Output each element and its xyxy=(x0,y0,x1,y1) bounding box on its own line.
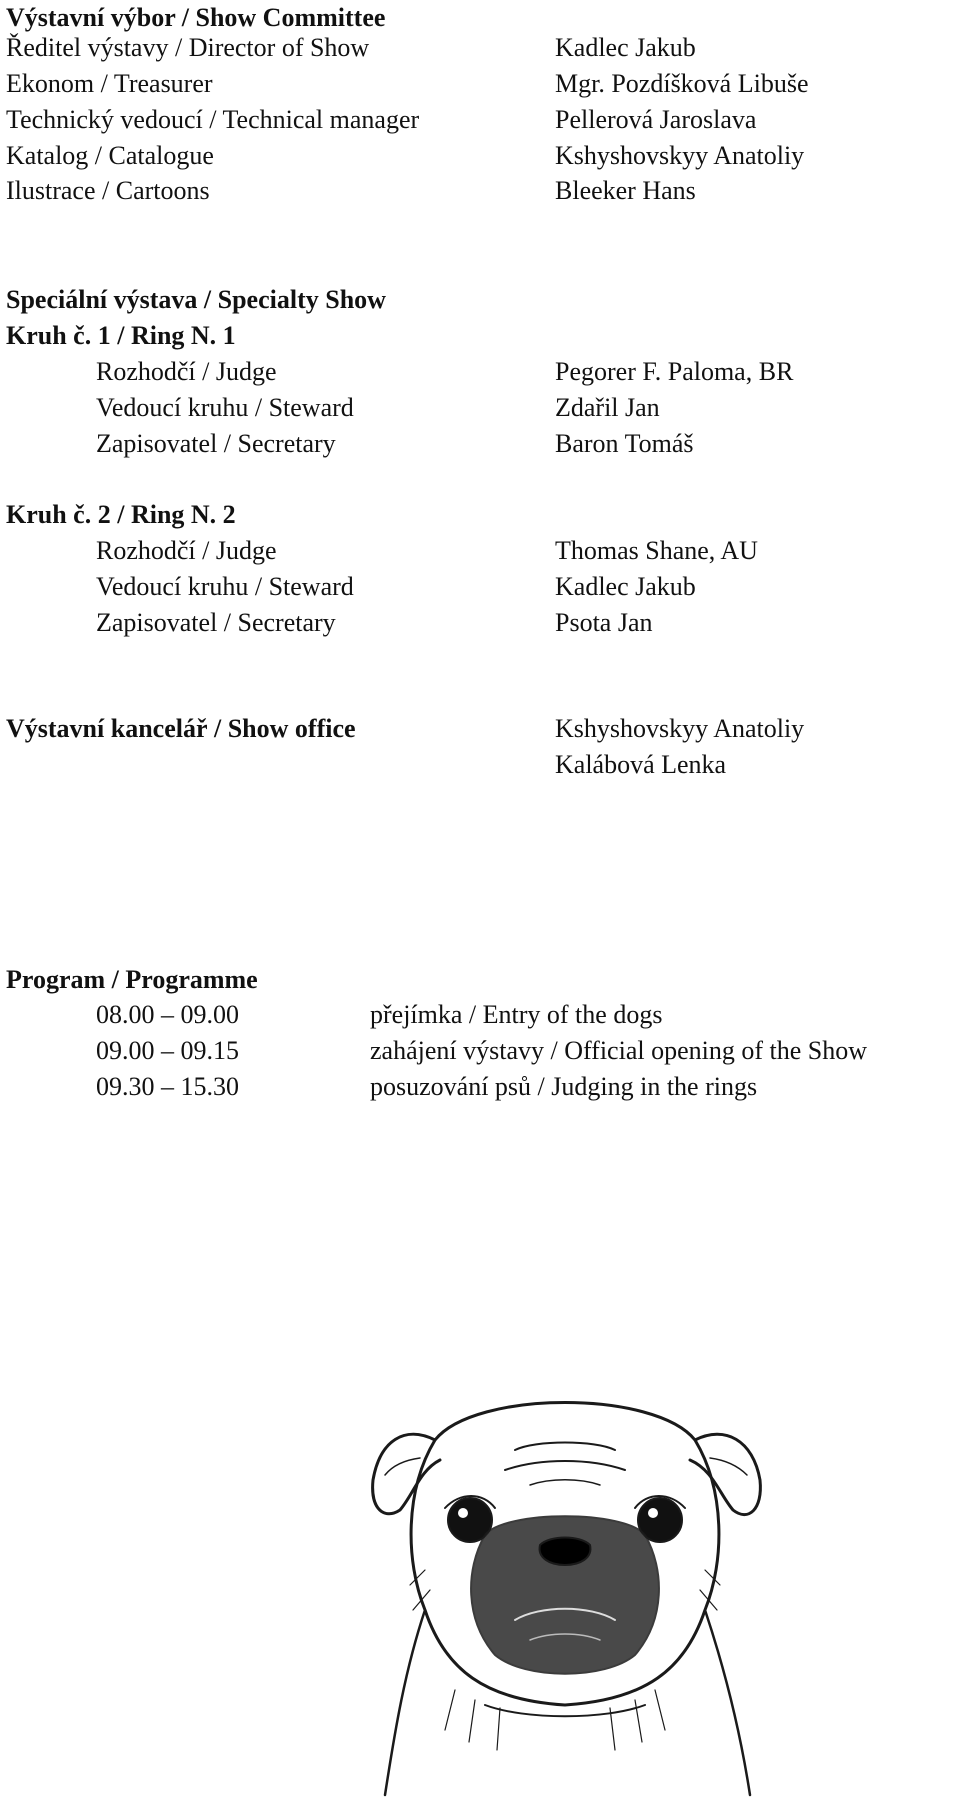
ring-name: Thomas Shane, AU xyxy=(555,536,758,565)
committee-name: Kshyshovskyy Anatoliy xyxy=(555,141,805,170)
ring-role: Zapisovatel / Secretary xyxy=(96,429,336,458)
committee-name: Mgr. Pozdíšková Libuše xyxy=(555,69,809,98)
committee-row xyxy=(0,173,960,209)
ring-name: Psota Jan xyxy=(555,608,653,637)
committee-role: Ekonom / Treasurer xyxy=(6,69,213,98)
committee-name: Kadlec Jakub xyxy=(555,33,696,62)
ring-role: Vedoucí kruhu / Steward xyxy=(96,572,354,601)
office-name: Kshyshovskyy Anatoliy xyxy=(555,714,805,743)
program-item xyxy=(0,1033,960,1069)
committee-role: Katalog / Catalogue xyxy=(6,141,214,170)
ring-row xyxy=(0,605,960,641)
ring-role: Rozhodčí / Judge xyxy=(96,357,277,386)
committee-role: Ředitel výstavy / Director of Show xyxy=(6,33,370,62)
ring-2-title: Kruh č. 2 / Ring N. 2 xyxy=(6,500,236,529)
specialty-heading: Speciální výstava / Specialty Show xyxy=(6,285,386,314)
ring-row xyxy=(0,426,960,462)
office-name: Kalábová Lenka xyxy=(555,750,727,779)
program-item xyxy=(0,997,960,1033)
committee-row xyxy=(0,102,960,138)
ring-name: Kadlec Jakub xyxy=(555,572,696,601)
ring-role: Zapisovatel / Secretary xyxy=(96,608,336,637)
ring-name: Pegorer F. Paloma, BR xyxy=(555,357,794,386)
program-desc: zahájení výstavy / Official opening of the Show xyxy=(370,1036,868,1065)
ring-title-row xyxy=(0,497,960,533)
specialty-heading-row xyxy=(0,282,960,318)
pug-dog-drawing-icon xyxy=(365,1370,765,1800)
committee-row xyxy=(0,30,960,66)
ring-role: Rozhodčí / Judge xyxy=(96,536,277,565)
committee-row xyxy=(0,66,960,102)
program-time: 09.00 – 09.15 xyxy=(96,1036,239,1065)
ring-1-title: Kruh č. 1 / Ring N. 1 xyxy=(6,321,236,350)
office-row xyxy=(0,747,960,783)
pug-illustration xyxy=(365,1370,765,1800)
committee-name: Bleeker Hans xyxy=(555,176,696,205)
ring-name: Baron Tomáš xyxy=(555,429,694,458)
committee-role: Ilustrace / Cartoons xyxy=(6,176,210,205)
ring-row xyxy=(0,354,960,390)
committee-heading: Výstavní výbor / Show Committee xyxy=(6,3,386,32)
program-desc: posuzování psů / Judging in the rings xyxy=(370,1072,758,1101)
program-heading-row xyxy=(0,962,960,998)
ring-role: Vedoucí kruhu / Steward xyxy=(96,393,354,422)
ring-title-row xyxy=(0,318,960,354)
ring-name: Zdařil Jan xyxy=(555,393,660,422)
program-time: 08.00 – 09.00 xyxy=(96,1000,239,1029)
ring-row xyxy=(0,569,960,605)
program-time: 09.30 – 15.30 xyxy=(96,1072,239,1101)
committee-row xyxy=(0,138,960,174)
office-row xyxy=(0,711,960,747)
program-heading: Program / Programme xyxy=(6,965,258,994)
committee-role: Technický vedoucí / Technical manager xyxy=(6,105,420,134)
office-heading: Výstavní kancelář / Show office xyxy=(6,714,356,743)
program-item xyxy=(0,1069,960,1105)
ring-row xyxy=(0,533,960,569)
committee-name: Pellerová Jaroslava xyxy=(555,105,757,134)
ring-row xyxy=(0,390,960,426)
program-desc: přejímka / Entry of the dogs xyxy=(370,1000,663,1029)
